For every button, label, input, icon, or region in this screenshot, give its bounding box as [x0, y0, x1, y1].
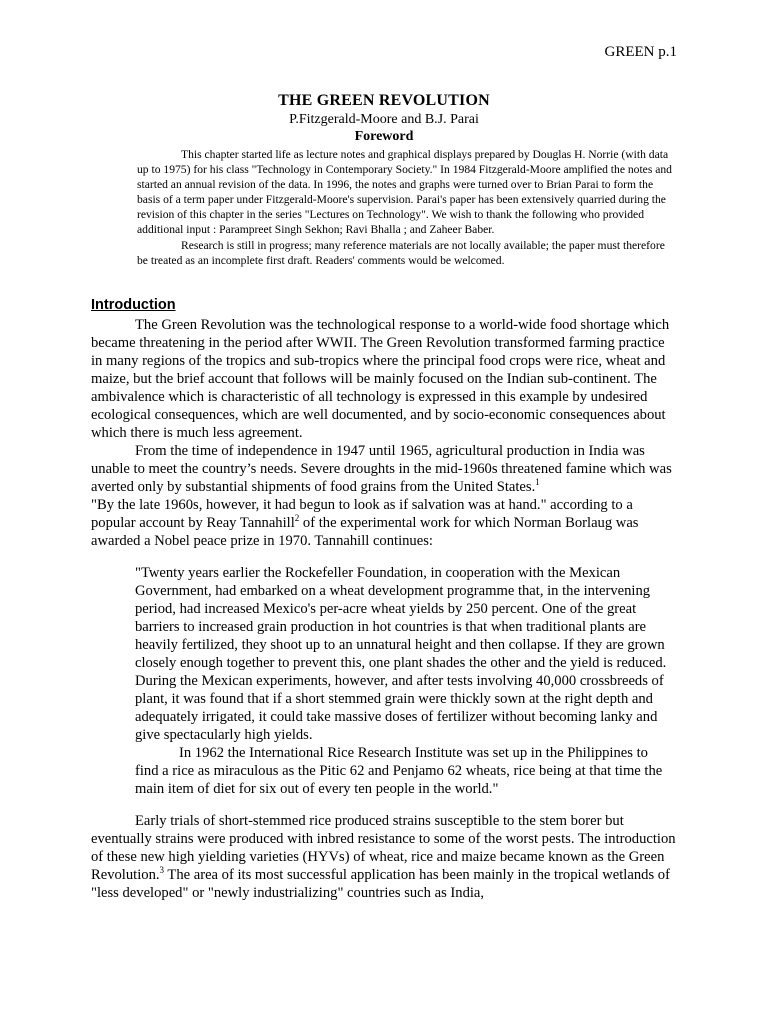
body-paragraph	[91, 442, 679, 496]
block-quote	[135, 564, 675, 798]
body-paragraph: The Green Revolution was the technological response to a world-wide food shortage which became threatening in the period after WWII. The Green Revolution transformed farming practice in many regions of the tropics and sub-tropics where the principal food crops were rice, wheat and maize, but the brief account that follows will be mainly focused on the Indian sub-continent. The ambivalence which is characteristic of all technology is expressed in this example by undesired ecological consequences, which are well documented, and by socio-economic consequences about which there is much less agreement.	[91, 317, 670, 441]
quote-paragraph: In 1962 the International Rice Research Institute was set up in the Philippines to find a rice as miraculous as the Pitic 62 and Penjamo 62 wheats, rice being at that time the main item of diet for six out of every ten people in the world."	[135, 745, 663, 797]
footnote-marker: 3	[159, 865, 165, 876]
document-title: THE GREEN REVOLUTION	[278, 92, 490, 109]
paragraph-text: Early trials of short-stemmed rice produced strains susceptible to the stem borer but eventually strains were produced with inbred resistance to some of the worst pests. The introduction of these new high yielding varieties (HYVs) of wheat, rice and maize became known as the Green Revolution.	[91, 813, 676, 883]
body-paragraph	[91, 812, 679, 902]
paragraph-text: of the experimental work for which Norman Borlaug was awarded a Nobel peace prize in 1970. Tannahill continues:	[91, 515, 639, 549]
document-authors: P.Fitzgerald-Moore and B.J. Parai	[289, 112, 479, 127]
footnote-marker: 1	[535, 477, 540, 488]
foreword-paragraph: This chapter started life as lecture notes and graphical displays prepared by Douglas H. Norrie (with data up to 1975) for his class "Technology in Contemporary Society." In 1984 Fitzgerald-Moore amplified the notes and started an annual revision of the data. In 1996, the notes and graphs were turned over to Brian Parai to form the basis of a term paper under Fitzgerald-Moore's supervision. Parai's paper has been extensively quarried during the revision of this chapter in the series "Lectures on Technology". We wish to thank the following who provided additional input : Parampreet Singh Sekhon; Ravi Bhalla ; and Zaheer Baber.	[137, 148, 672, 237]
footnote-marker: 2	[294, 513, 300, 524]
introduction-body-continued	[91, 812, 679, 902]
foreword-section	[137, 147, 677, 268]
foreword-paragraph: Research is still in progress; many reference materials are not locally available; the paper must therefore be treated as an incomplete first draft. Readers' comments would be welcomed.	[137, 238, 665, 267]
paragraph-text: The area of its most successful application has been mainly in the tropical wetlands of "less developed" or "newly industrializing" countries such as India,	[91, 867, 670, 901]
body-paragraph	[91, 496, 679, 550]
page-header-label: GREEN p.1	[604, 44, 677, 60]
paragraph-text: "By the late 1960s, however, it had begun to look as if salvation was at hand." according to a popular account by Reay Tannahill	[91, 497, 633, 531]
quote-paragraph: "Twenty years earlier the Rockefeller Foundation, in cooperation with the Mexican Government, had embarked on a wheat development programme that, in the intervening period, had increased Mexico's per-acre wheat yields by 250 percent. One of the great barriers to increased grain production in hot countries is that when traditional plants are heavily fertilized, they shoot up to an unnatural height and then collapse. If they are grown closely enough together to prevent this, one plant shades the other and the yield is reduced. During the Mexican experiments, however, and after tests involving 40,000 crossbreeds of plant, it was found that if a short stemmed grain were thickly sown at the right depth and adequately irrigated, it could take massive doses of fertilizer without becoming lanky and give spectacularly high yields.	[135, 565, 667, 743]
introduction-body	[91, 316, 679, 550]
introduction-heading: Introduction	[91, 297, 176, 313]
paragraph-text: From the time of independence in 1947 until 1965, agricultural production in India was unable to meet the country’s needs. Severe droughts in the mid-1960s threatened famine which was averted only by substantial shipments of food grains from the United States.	[91, 443, 672, 495]
foreword-heading: Foreword	[354, 129, 414, 144]
